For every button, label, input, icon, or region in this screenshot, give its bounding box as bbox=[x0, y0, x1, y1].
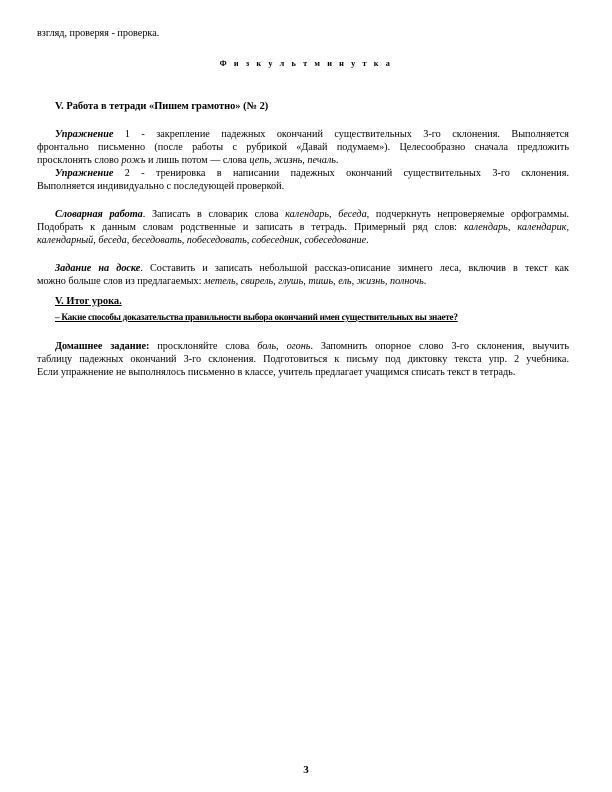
homework-text-1b: . Запомнить опорное слово 3-го склонения, выучить bbox=[310, 341, 569, 352]
homework-line2 bbox=[37, 354, 569, 367]
exercise1-line1 bbox=[55, 129, 569, 142]
board-task-text-1: . Составить и записать небольшой рассказ-описание зимнего леса, включив в текст как bbox=[140, 263, 569, 274]
vocabulary-words-3: календарный, беседа, беседовать, побеседовать, собеседник, собеседование bbox=[37, 235, 367, 246]
board-task-text-2a: можно больше слов из предлагаемых: bbox=[37, 276, 204, 287]
section-summary-heading: V. Итог урока. bbox=[55, 296, 122, 307]
exercise1-text-3b: и лишь потом — слова bbox=[145, 155, 250, 166]
board-task-text-2b: . bbox=[423, 276, 427, 287]
homework-line3 bbox=[37, 367, 569, 380]
exercise1-line3 bbox=[37, 155, 569, 168]
exercise1-words-list: цепь, жизнь, печаль bbox=[249, 155, 336, 166]
summary-question: – Какие способы доказательства правильности выбора окончаний имен существительных вы знаете? bbox=[55, 312, 458, 322]
vocabulary-line1 bbox=[55, 209, 569, 222]
homework-line1 bbox=[55, 341, 569, 354]
vocabulary-line2 bbox=[37, 222, 569, 235]
exercise2-line1 bbox=[55, 168, 569, 181]
section-work-heading: V. Работа в тетради «Пишем грамотно» (№ 2) bbox=[55, 101, 269, 112]
board-task-line1 bbox=[55, 263, 569, 276]
top-text-line bbox=[37, 28, 569, 41]
board-task-line2 bbox=[37, 276, 569, 289]
vocabulary-words-2: календарь, календарик, bbox=[463, 222, 569, 233]
exercise2-line2 bbox=[37, 181, 569, 194]
exercise1-line2 bbox=[37, 142, 569, 155]
vocabulary-line3 bbox=[37, 235, 569, 248]
page-number: 3 bbox=[303, 764, 309, 776]
homework-text-1a: просклоняйте слова bbox=[149, 341, 258, 352]
homework-text-3: Если упражнение не выполнялось письменно в классе, учитель предлагает учащимся списать текст в тетрадь. bbox=[37, 367, 516, 378]
vocabulary-words-1: календарь, беседа, bbox=[285, 209, 370, 220]
vocabulary-text-3: . bbox=[366, 235, 369, 246]
vocabulary-text-1a: . Записать в словарик слова bbox=[142, 209, 286, 220]
exercise1-text-2: фронтально письменно (после работы с рубрикой «Давай подумаем»). Целесообразно сначала предложить bbox=[37, 142, 569, 153]
board-task-label: Задание на доске bbox=[55, 263, 141, 274]
exercise2-text-2: Выполняется индивидуально с последующей проверкой. bbox=[37, 181, 285, 192]
vocabulary-text-1b: подчеркнуть непроверяемые орфограммы. bbox=[369, 209, 569, 220]
exercise1-text-3a: просклонять слово bbox=[37, 155, 122, 166]
exercise1-word-rozh: рожь bbox=[121, 155, 146, 166]
exercise1-text-3c: . bbox=[335, 155, 339, 166]
vocabulary-text-2a: Подобрать к данным словам родственные и записать в тетрадь. Примерный ряд слов: bbox=[37, 222, 464, 233]
homework-text-2: таблицу падежных окончаний 3-го склонения. Подготовиться к письму под диктовку текста упр. 2 учебника. bbox=[37, 354, 569, 365]
exercise2-label: Упражнение bbox=[55, 168, 114, 179]
vocabulary-label: Словарная работа bbox=[55, 209, 143, 220]
exercise1-label: Упражнение bbox=[55, 129, 114, 140]
homework-label: Домашнее задание: bbox=[55, 341, 150, 352]
board-task-words: метель, свирель, глушь, тишь, ель, жизнь, полночь bbox=[204, 276, 424, 287]
fizminutka-heading: Ф и з к у л ь т м и н у т к а bbox=[219, 59, 393, 68]
exercise1-text-1: 1 - закрепление падежных окончаний существительных 3-го склонения. Выполняется bbox=[113, 129, 569, 140]
homework-words: боль, огонь bbox=[257, 341, 311, 352]
exercise2-text-1: 2 - тренировка в написании падежных окончаний существительных 3-го склонения. bbox=[113, 168, 569, 179]
top-line-text: взгляд, проверяя - проверка. bbox=[37, 28, 160, 39]
